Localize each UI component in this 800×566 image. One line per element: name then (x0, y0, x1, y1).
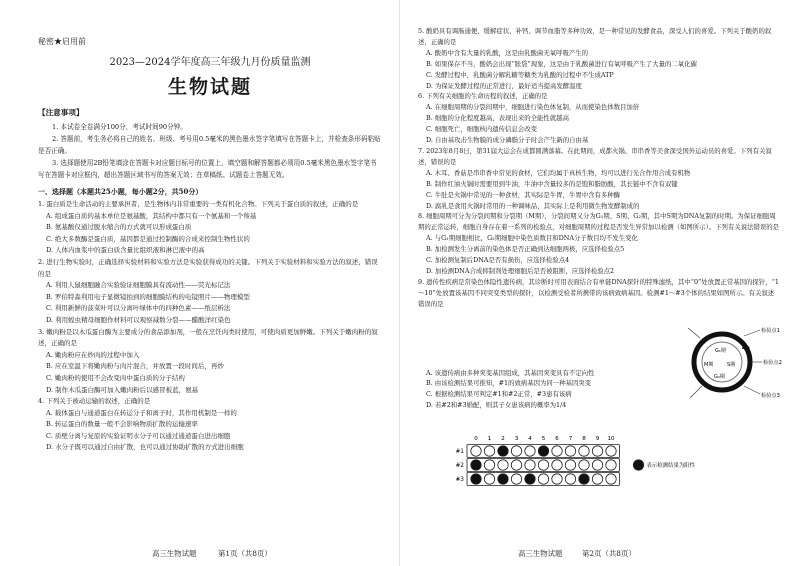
option: B. 罗伯特森利用电子显微镜拍到的细胞膜结构的电镜照片——物理模型 (46, 292, 250, 301)
question-8 (418, 211, 780, 276)
probe-dot (538, 474, 548, 484)
notice-item: 3. 选择题使用2B铅笔填涂在答题卡对应题目标号的位置上，填空题和解答题都必须用0.5毫米黑色墨水签字笔书写在答题卡对应框内，超出答题区域书写的答案无效；在草稿纸、试题卷上答题无效。 (38, 159, 377, 179)
question-7 (418, 146, 780, 211)
question-stem: 1. 蛋白质是生命活动的主要承担者，是生物体内非常重要的一类有机化合物。下列关于蛋白质的叙述，正确的是 (38, 200, 359, 208)
option: C. 加检测复制后DNA是否有损伤，应选择检验点4 (426, 256, 570, 265)
probe-dot (565, 446, 575, 456)
option: D. 利用蝗虫精母细胞作材料可以观察减数分裂——醋酸洋红染色 (46, 315, 231, 324)
column-label: 9 (595, 436, 600, 442)
option: D. 腐乳是食用火锅时常用的一种调味品，其实际上是利用微生物发酵制成的 (426, 201, 640, 210)
column-label: 0 (474, 436, 478, 442)
option: C. 嫩肉粉的使用不会改变肉中蛋白质的分子结构 (46, 373, 185, 382)
positive-dot (538, 446, 548, 456)
left-column (38, 36, 382, 454)
column-label: 10 (607, 436, 615, 442)
exam-title: 2023—2024学年度高三年级九月份质量监测 (109, 57, 311, 68)
checkpoint-label: 检验点1 (761, 328, 780, 334)
notice-item: 1. 本试卷全卷满分100分，考试时间90分钟。 (52, 123, 187, 131)
probe-dot (511, 446, 521, 456)
option: C. 细胞死亡，细胞核内遗传信息会改变 (426, 125, 537, 134)
legend-dot (633, 460, 643, 470)
column-label: 3 (514, 436, 519, 442)
column-label: 1 (487, 436, 492, 442)
question-stem: 7. 2023年8月8日，第31届大运会在成都圆满落幕。在此期间，成都火锅、串串香等美食深受国外运动员的喜爱。下列有关叙述，错误的是 (418, 146, 772, 166)
section-title: 一、选择题（本题共25小题，每小题2分，共50分） (38, 187, 203, 196)
option: A. 嫩肉粉应在炒肉的过程中加入 (46, 350, 140, 359)
option: C. 根据检测结果可判定#1和#2正常，#3患有该病 (426, 390, 572, 399)
option: B. 细胞的分化程度越高，表现出来的全能性就越高 (426, 114, 569, 123)
probe-dot (552, 474, 562, 484)
probe-dot (471, 446, 481, 456)
column-label: 4 (528, 436, 532, 442)
column-label: 5 (541, 436, 546, 442)
option: D. 人体内血浆中的蛋白质含量比组织液和淋巴液中的高 (46, 246, 205, 255)
option: D. 若#2和#3婚配，则其子女患该病的概率为1/4 (426, 401, 567, 410)
question-stem: 4. 下列关于被动运输的叙述，正确的是 (38, 397, 151, 406)
column-label: 2 (501, 436, 505, 442)
probe-dot (538, 460, 548, 470)
positive-dot (471, 474, 481, 484)
question-1 (38, 199, 382, 257)
option: A. 在细胞周期的分裂间期中，细胞进行染色体复制，从而使染色体数目加倍 (426, 103, 640, 112)
probe-dot (606, 446, 616, 456)
notice-title: 【注意事项】 (38, 108, 84, 117)
legend-label: 表示检测结果为阳性 (646, 463, 696, 469)
footer-page: 第2页（共8页） (582, 549, 636, 558)
option: A. 利用人鼠细胞融合实验验证细胞膜具有流动性——荧光标记法 (46, 281, 231, 290)
option: B. 如果保存不当，酸奶会出现“胀袋”现象，这是由于乳酸菌进行有氧呼吸产生了大量的二氧化碳 (426, 59, 697, 68)
option: A. 该遗传病由多种突变基因组成，其基因突变具有不定向性 (426, 368, 595, 377)
question-6 (418, 91, 780, 146)
question-2 (38, 257, 382, 327)
probe-dot (565, 474, 575, 484)
column-label: 7 (568, 436, 573, 442)
option: C. 牛肚是火锅中常见的一种食材，其实际是牛胃，牛胃中含有多种酶 (426, 190, 621, 199)
option: A. 酸奶中含有大量的乳酸，这是由乳酸菌无氧呼吸产生的 (426, 48, 589, 57)
right-page (400, 0, 800, 566)
footer-page: 第1页（共8页） (218, 549, 272, 558)
row-label: #1 (455, 449, 464, 455)
row-label: #3 (455, 477, 464, 483)
question-stem: 5. 酸奶具有调肠通便、缓解症状、补钙、调节血脂等多种功效，是一种常见的发酵食品，深受人们的喜爱。下列关于酸奶的叙述，正确的是 (418, 27, 772, 46)
option: B. 由该检测结果可推知，#1的致病基因为同一种基因突变 (426, 379, 592, 388)
footer-subject: 高三生物试题 (518, 549, 563, 558)
phase-label: G₂期 (714, 374, 725, 380)
question-stem: 8. 细胞周期可分为分裂间期和分裂期（M期），分裂间期又分为G₁期、S期、G₂期，其中S期为DNA复制的时期。为保证细胞周期的正常运转，细胞自身存在着一系列的检验点，对细胞周期的过程是否发生异常加以检测（如图所示）。下列有关说法错误的是 (418, 212, 780, 232)
question-stem: 6. 下列有关细胞的生命历程的叙述，正确的是 (418, 92, 548, 101)
notice-item: 2. 答题前，考生务必将自己的姓名、班级、考号用0.5毫米的黑色墨水签字笔填写在答题卡上，并检查条形码粘贴是否正确。 (38, 135, 381, 155)
positive-dot (471, 460, 481, 470)
option: C. 质壁分离与复原的实验证明水分子可以通过通道蛋白进出细胞 (46, 431, 231, 440)
probe-figure (446, 434, 766, 496)
option: C. 绝大多数酶是蛋白质，基因都是通过控制酶的合成来控制生物性状的 (46, 234, 250, 243)
probe-diagram (446, 434, 766, 496)
option: D. 制作木瓜蛋白酶可加入嫩肉粉后以感冒板蓝，氨基 (46, 385, 199, 394)
option: A. 与G₁期细胞相比，G₂期细胞中染色质数目和DNA分子数目均不发生变化 (426, 234, 638, 243)
option: C. 利用新鲜的菠菜叶可以分离叶绿体中的四种色素——纸层析法 (46, 304, 231, 313)
row-label: #2 (455, 463, 464, 469)
probe-dot (484, 446, 494, 456)
probe-dot (511, 460, 521, 470)
subject-title: 生物试题 (167, 76, 252, 98)
probe-dot (484, 460, 494, 470)
probe-dot (525, 460, 535, 470)
question-5 (418, 26, 780, 91)
option: A. 组成蛋白质的基本单位是氨基酸，其结构中都只有一个氨基和一个羧基 (46, 211, 257, 220)
question-3 (38, 327, 382, 397)
option: B. 应在室温下将嫩肉粉与肉片混合，并放置一段时间后，再炒 (46, 362, 224, 371)
probe-dot (579, 446, 589, 456)
cell-cycle-figure (682, 322, 794, 402)
option: B. 转运蛋白的数量一般不会影响物质扩散的运输速率 (46, 420, 198, 429)
phase-label: G₁期 (715, 348, 726, 354)
probe-dot (565, 460, 575, 470)
checkpoint-label: 检验点2 (763, 360, 782, 366)
option: C. 发酵过程中，乳酸菌分解乳糖等糖类为乳酸的过程中不生成ATP (426, 70, 614, 79)
probe-dot (606, 474, 616, 484)
probe-dot (592, 474, 602, 484)
probe-dot (592, 446, 602, 456)
column-label: 6 (555, 436, 559, 442)
phase-label: S期 (727, 362, 736, 368)
probe-dot (592, 460, 602, 470)
question-4 (38, 396, 382, 454)
footer-subject: 高三生物试题 (152, 549, 197, 558)
probe-dot (484, 474, 494, 484)
probe-dot (606, 460, 616, 470)
probe-dot (579, 460, 589, 470)
probe-dot (498, 460, 508, 470)
option: D. 为保证发酵过程的正常进行，最好适当提高发酵温度 (426, 81, 582, 90)
question-stem: 3. 嫩肉粉是以木瓜蛋白酶为主要成分的食品添加剂，一般在烹饪肉类时使用，可使肉质更加鲜嫩。下列关于嫩肉粉的叙述，正确的是 (38, 327, 378, 348)
option: A. 载体蛋白与通道蛋白在转运分子和离子时，其作用机制是一样的 (46, 408, 237, 417)
column-label: 8 (582, 436, 586, 442)
phase-label: M期 (704, 362, 714, 368)
option: D. 加检测DNA合成抑制剂处理细胞后是否被阻断，应选择检验点2 (426, 266, 615, 275)
positive-dot (525, 474, 535, 484)
option: D. 自由基攻击生物膜的成分磷脂分子时会产生新的自由基 (426, 136, 589, 145)
probe-dot (511, 474, 521, 484)
positive-dot (579, 474, 589, 484)
question-stem: 9. 遗传性疾病是常染色体隐性遗传病，其诊断时可用表面结合有单链DNA探针的特殊滤纸，其中“0”处放置正常基因的探针，“1～10”处放置该基因不同突变类型的探针，以检测受检者所携带的该病致病基因。检测#1～#3个体的结果如图所示。有关叙述错误的是 (418, 277, 779, 308)
checkpoint-label: 检验点3 (761, 393, 780, 399)
probe-dot (525, 446, 535, 456)
positive-dot (498, 446, 508, 456)
probe-dot (552, 446, 562, 456)
question-stem: 2. 进行生物实验时，正确选择实验材料和实验方法是实验获得成功的关键。下列关于实验材料和实验方法的叙述，错误的是 (38, 257, 378, 278)
cell-cycle-diagram (682, 322, 794, 402)
option: A. 木耳、香菇是串串香中常见的食材，它们均属于真核生物，均可以进行光合作用合成有机物 (426, 168, 691, 177)
positive-dot (498, 474, 508, 484)
option: D. 水分子既可以通过自由扩散，也可以通过协助扩散的方式进出细胞 (46, 443, 244, 452)
confidential-mark: 秘密★启用前 (38, 37, 86, 46)
option: B. 加检测发生分离前的染色体是否正确到达细胞两极，应选择检验点5 (426, 245, 625, 254)
probe-dot (552, 460, 562, 470)
option: B. 制作红油火锅时需要用到牛油，牛油中含量较多的是饱和脂肪酸，其长链中不含有双键 (426, 179, 678, 188)
option: B. 氨基酸仅通过脱水缩合的方式就可以形成蛋白质 (46, 223, 192, 232)
